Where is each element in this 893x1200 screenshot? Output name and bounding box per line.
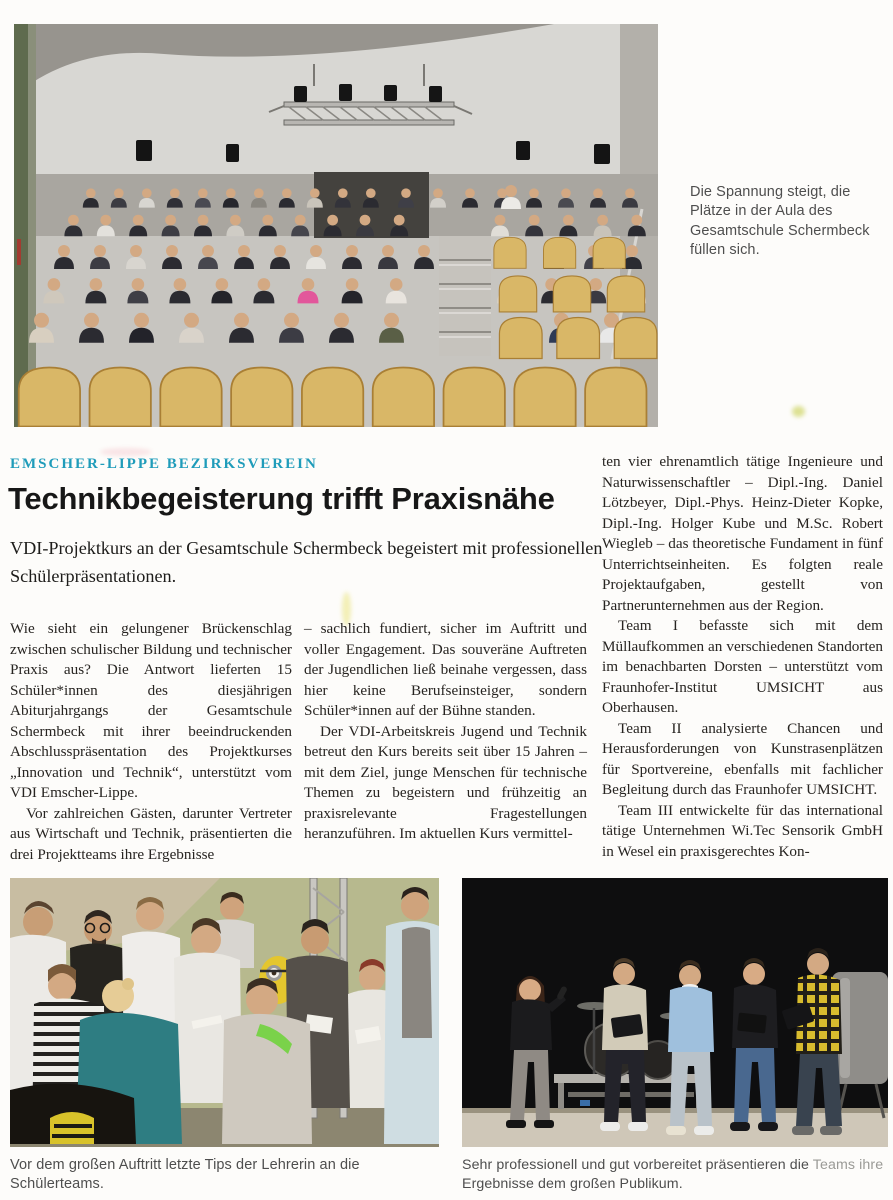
stage-presentation-photo-illustration xyxy=(462,878,888,1147)
paragraph: Team II analysierte Chancen und Herausforderungen von Kunstrasenplätzen für Sportvereine, ebenfalls mit fachlicher Begleitung durch das Fraunhofer UMSICHT. xyxy=(602,719,883,798)
article-kicker: EMSCHER-LIPPE BEZIRKSVEREIN xyxy=(10,456,318,472)
front-chair-row xyxy=(19,367,647,426)
paragraph: Vor zahlreichen Gästen, darunter Vertreter aus Wirtschaft und Technik, präsentierten die drei Projektteams ihre Ergebnisse xyxy=(10,804,292,863)
article-column-1 xyxy=(10,619,292,865)
article-column-2 xyxy=(304,619,587,845)
caption-bottom-right xyxy=(462,1156,890,1194)
paragraph: Team III entwickelte für das international tätige Unternehmen Wi.Tec Sensorik GmbH in Wesel ein praxisgerechtes Kon- xyxy=(602,801,883,860)
article-deck: VDI-Projektkurs an der Gesamtschule Schermbeck begeistert mit professionellen Schülerpräsentationen. xyxy=(10,538,603,587)
caption-text-faded: Teams ihre xyxy=(812,1157,884,1173)
paragraph: Team I befasste sich mit dem Müllaufkommen an verschiedenen Standorten im benachbarten Dorsten – unterstützt vom Fraunhofer-Institut UMSICHT aus Oberhausen. xyxy=(602,617,883,716)
article-column-3 xyxy=(602,452,883,862)
auditorium-photo xyxy=(14,24,658,427)
auditorium-photo-illustration xyxy=(14,24,658,427)
stage-presentation-photo xyxy=(462,878,888,1147)
paragraph: – sachlich fundiert, sicher im Auftritt und voller Engagement. Das souveräne Auftreten der Jugendlichen ließ beinahe vergessen, dass hier keine Berufseinsteiger, sondern Schüler*innen auf der Bühne standen. xyxy=(304,620,587,719)
article-headline: Technikbegeisterung trifft Praxisnähe xyxy=(8,481,555,516)
paragraph: ten vier ehrenamtlich tätige Ingenieure und Naturwissenschaftler – Dipl.-Ing. Daniel Lötzbeyer, Dipl.-Phys. Heinz-Dieter Kopke, Dipl.-Ing. Holger Kube und M.Sc. Robert Wiegleb – das theoretische Fundament in fünf Unterrichtseinheiten. Es folgten reale Projektaufgaben, gestellt von Partnerunternehmen aus der Region. xyxy=(602,453,883,614)
highlight-smudge xyxy=(100,448,152,456)
photo-top-caption: Die Spannung steigt, die Plätze in der Aula des Gesamtschule Schermbeck füllen sich. xyxy=(690,184,870,259)
stairs xyxy=(439,236,491,356)
paragraph: Der VDI-Arbeitskreis Jugend und Technik betreut den Kurs bereits seit über 15 Jahren – mit dem Ziel, junge Menschen für technische Themen zu begeistern und frühzeitig an praxisrelevante Fragestellungen heranzuführen. Im aktuellen Kurs vermittel- xyxy=(304,722,587,842)
teacher-tips-photo xyxy=(10,878,439,1147)
paragraph: Wie sieht ein gelungener Brückenschlag zwischen schulischer Bildung und technischer Praxis aus? Die Antwort lieferten 15 Schüler*innen des diesjährigen Abiturjahrgangs der Gesamtschule Schermbeck mit ihrer beeindruckenden Abschlusspräsentation des Projektkurses „Innovation und Technik“, unterstützt vom VDI Emscher-Lippe. xyxy=(10,620,292,801)
highlight-smudge xyxy=(792,406,805,417)
caption-bottom-left: Vor dem großen Auftritt letzte Tips der Lehrerin an die Schülerteams. xyxy=(10,1157,360,1193)
green-wall-strip xyxy=(14,24,28,427)
caption-text: Sehr professionell und gut vorbereitet präsentieren die xyxy=(462,1157,813,1173)
caption-text: Ergebnisse dem großen Publikum. xyxy=(462,1176,683,1193)
teacher-tips-photo-illustration xyxy=(10,878,439,1147)
